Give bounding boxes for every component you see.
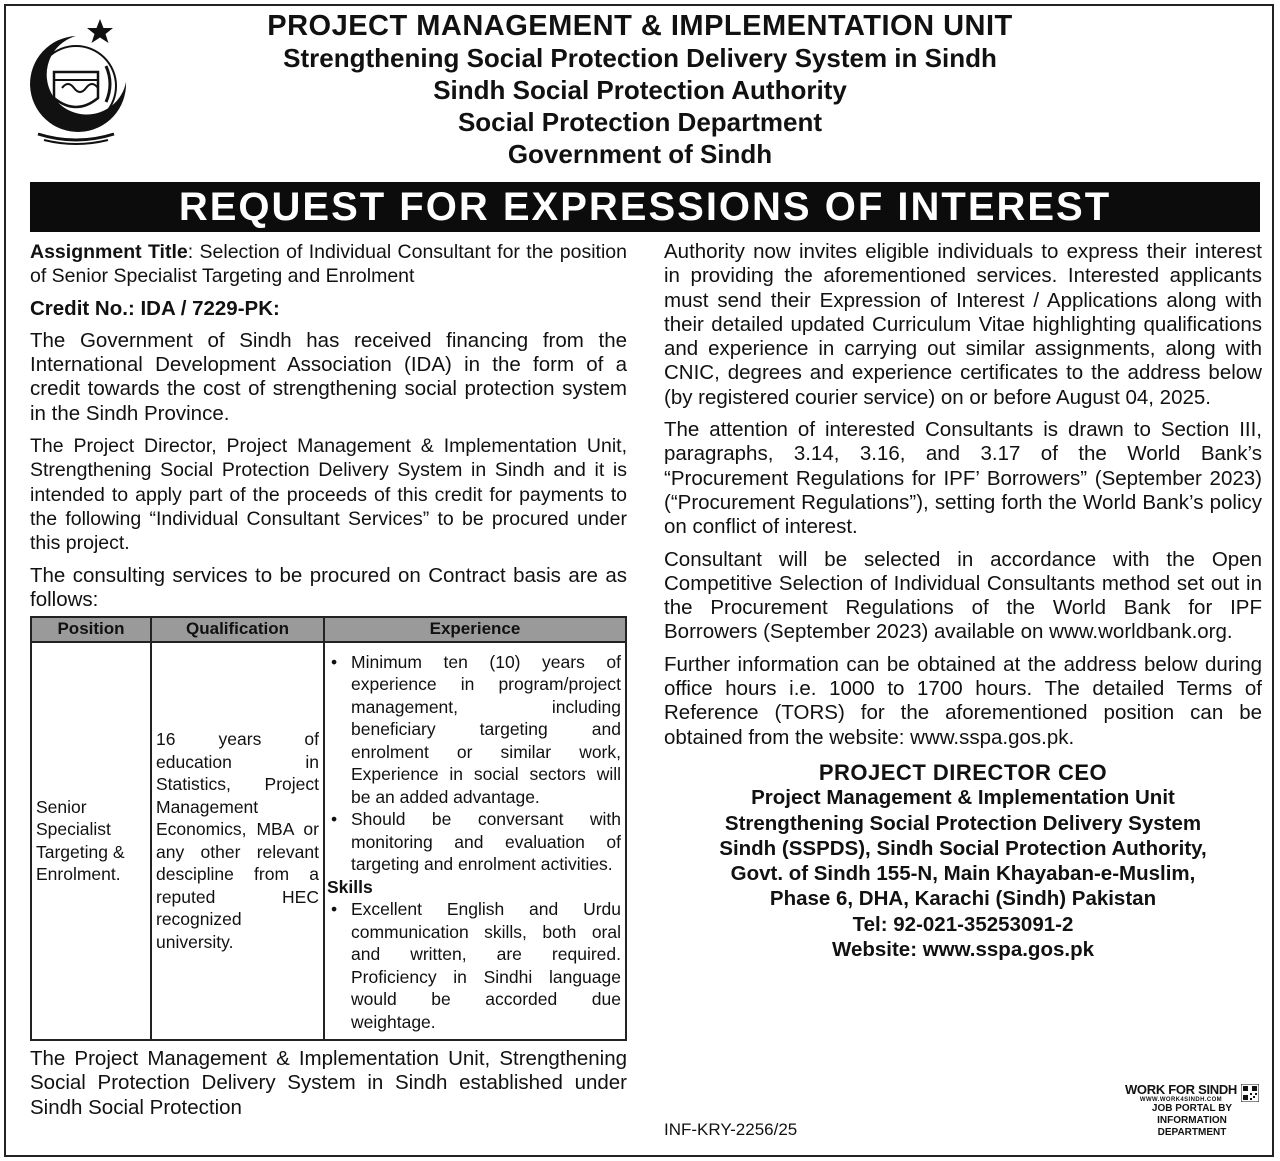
header bbox=[0, 10, 1280, 170]
position-cell: Senior Specialist Targeting & Enrolment. bbox=[31, 642, 151, 1041]
services-table bbox=[30, 616, 627, 1041]
header-line-authority: Sindh Social Protection Authority bbox=[433, 75, 847, 105]
conflict-of-interest-paragraph: The attention of interested Consultants is drawn to Section III, paragraphs, 3.14, 3.16, and 3.17 of the World Bank’s “Procurement Regulations for IPF’ Borrowers” (September 2023) (“Procurement Regulations”), setting forth the World Bank’s policy on conflict of interest. bbox=[664, 418, 1262, 539]
assignment-label: Assignment Title bbox=[30, 241, 188, 263]
consulting-services-paragraph: The consulting services to be procured on Contract basis are as follows: bbox=[30, 563, 627, 611]
header-experience: Experience bbox=[324, 617, 626, 642]
experience-bullet: • Should be conversant with monitoring and evaluation of targeting and enrolment activities. bbox=[351, 808, 621, 876]
header-qualification: Qualification bbox=[151, 617, 324, 642]
header-position: Position bbox=[31, 617, 151, 642]
header-line-government: Government of Sindh bbox=[507, 139, 773, 169]
skills-list bbox=[329, 898, 621, 1033]
skills-label: Skills bbox=[327, 876, 373, 897]
header-line-department: Social Protection Department bbox=[457, 107, 823, 137]
wfs-url: WWW.WORK4SINDH.COM bbox=[1139, 1097, 1223, 1103]
wfs-portal-line: JOB PORTAL BY bbox=[1151, 1103, 1233, 1114]
right-column bbox=[664, 240, 1262, 962]
financing-paragraph: The Government of Sindh has received financing from the International Development Association (IDA) in the form of a credit towards the cost of strengthening social protection system in the Sindh Province. bbox=[30, 328, 627, 425]
authority-paragraph: The Project Management & Implementation Unit, Strengthening Social Protection Delivery System in Sindh established under Sindh Social Protection bbox=[30, 1047, 627, 1119]
contact-website: Website: www.sspa.gos.pk bbox=[831, 938, 1094, 962]
project-director-paragraph: The Project Director, Project Management & Implementation Unit, Strengthening Social Protection Delivery System in Sindh and it is intended to apply part of the proceeds of this credit for payments to the following “Individual Consultant Services” to be procured under this project. bbox=[30, 435, 627, 555]
invitation-paragraph: Authority now invites eligible individuals to express their interest in providing the aforementioned services. Interested applicants must send their Expression of Interest / Applications along with their detailed updated Curriculum Vitae highlighting qualifications and experience in carrying out similar assignments, along with CNIC, degrees and experience certificates to the address below (by registered courier service) on or before August 04, 2025. bbox=[664, 240, 1262, 409]
wfs-department-line: INFORMATION DEPARTMENT bbox=[1157, 1115, 1227, 1138]
header-line-project: Strengthening Social Protection Delivery System in Sindh bbox=[283, 43, 997, 73]
credit-number: Credit No.: IDA / 7229-PK: bbox=[30, 296, 280, 320]
contact-line: Govt. of Sindh 155-N, Main Khayaban-e-Muslim, bbox=[730, 862, 1196, 886]
contact-block bbox=[664, 760, 1262, 962]
experience-list bbox=[329, 651, 621, 876]
experience-cell bbox=[324, 642, 626, 1041]
contact-line: Phase 6, DHA, Karachi (Sindh) Pakistan bbox=[769, 887, 1157, 911]
further-information-paragraph: Further information can be obtained at the address below during office hours i.e. 1000 to 1700 hours. The detailed Terms of Reference (TORS) for the aforementioned position can be obtained from the website: www.sspa.gos.pk. bbox=[664, 652, 1262, 749]
work-for-sindh-logo bbox=[1122, 1082, 1262, 1139]
header-line-unit: PROJECT MANAGEMENT & IMPLEMENTATION UNIT bbox=[267, 10, 1013, 42]
skills-bullet: • Excellent English and Urdu communication skills, both oral and written, are required. Proficiency in Sindhi language would be accorded due weightage. bbox=[351, 898, 621, 1033]
contact-title: PROJECT DIRECTOR CEO bbox=[818, 759, 1108, 785]
reference-number: INF-KRY-2256/25 bbox=[664, 1120, 798, 1139]
contact-line: Project Management & Implementation Unit bbox=[751, 786, 1175, 810]
page-title-banner: REQUEST FOR EXPRESSIONS OF INTEREST bbox=[30, 182, 1260, 232]
experience-bullet: • Minimum ten (10) years of experience in program/project management, including beneficiary targeting and enrolment or similar work, Experience in social sectors will be an added advantage. bbox=[351, 651, 621, 809]
wfs-title: WORK FOR SINDH bbox=[1124, 1082, 1238, 1097]
services-table-header bbox=[31, 617, 626, 642]
qr-code-icon bbox=[1241, 1084, 1259, 1102]
table-row bbox=[31, 642, 626, 1041]
contact-line: Sindh (SSPDS), Sindh Social Protection Authority, bbox=[719, 836, 1207, 860]
selection-method-paragraph: Consultant will be selected in accordance with the Open Competitive Selection of Individual Consultants method set out in the Procurement Regulations of the World Bank for IPF Borrowers (September 2023) available on www.worldbank.org. bbox=[664, 547, 1262, 644]
assignment-title bbox=[30, 240, 627, 289]
qualification-cell: 16 years of education in Statistics, Project Management Economics, MBA or any other relevant descipline from a reputed HEC recognized university. bbox=[151, 642, 324, 1041]
left-column bbox=[30, 240, 627, 1128]
contact-line: Strengthening Social Protection Delivery System bbox=[724, 811, 1202, 835]
contact-telephone: Tel: 92-021-35253091-2 bbox=[852, 912, 1074, 936]
assignment-text: : Selection of Individual Consultant for the position of Senior Specialist Targeting and Enrolment bbox=[30, 241, 627, 288]
